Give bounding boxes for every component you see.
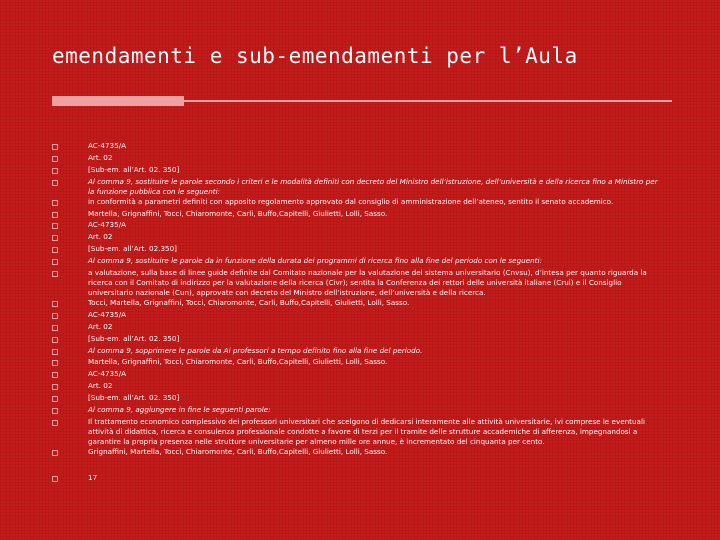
square-bullet-icon (52, 156, 58, 162)
list-item (52, 334, 664, 346)
square-bullet-icon (52, 408, 58, 414)
list-item-text: AC-4735/A (88, 309, 127, 319)
list-item (52, 209, 664, 221)
list-item-text: Al comma 9, sostituire le parole secondo i criteri e le modalità definiti con decreto del Ministro dell’istruzione, dell’università e della ricerca fino a Ministro per la funzione pubblica con le seguenti: (88, 176, 658, 196)
square-bullet-icon (52, 420, 58, 426)
list-item-text: Martella, Grignaffini, Tocci, Chiaromonte, Carli, Buffo,Capitelli, Giulietti, Lolli, Sasso. (88, 208, 388, 218)
square-bullet-icon (52, 168, 58, 174)
list-item (52, 322, 664, 334)
list-item (52, 165, 664, 177)
square-bullet-icon (52, 337, 58, 343)
list-item-text: Martella, Grignaffini, Tocci, Chiaromonte, Carli, Buffo,Capitelli, Giulietti, Lolli, Sasso. (88, 357, 388, 367)
list-item (52, 310, 664, 322)
square-bullet-icon (52, 372, 58, 378)
square-bullet-icon (52, 271, 58, 277)
square-bullet-icon (52, 476, 58, 482)
slide-title: emendamenti e sub-emendamenti per l’Aula (52, 44, 578, 68)
page-number: 17 (88, 472, 98, 482)
list-item-text: Al comma 9, sostituire le parole da in funzione della durata dei programmi di ricerca fino alla fine del periodo con le seguenti: (88, 256, 542, 266)
list-item (52, 405, 664, 417)
list-item (52, 220, 664, 232)
list-item-text: Art. 02 (88, 381, 113, 391)
square-bullet-icon (52, 212, 58, 218)
list-item-text: Il trattamento economico complessivo dei professori universitari che scelgono di dedicarsi interamente alle attività universitarie, ivi comprese le eventuali attività di didattica, ricerca e consulenza professionale condotte a favore di terzi per il tramite delle strutture accademiche di afferenza, impegnandosi a garantire la propria presenza nelle strutture universitarie per almeno mille ore annue, è incrementato del cinquanta per cento. (88, 416, 645, 446)
list-item-text: AC-4735/A (88, 220, 127, 230)
list-item-text: [Sub-em. all’Art. 02.350] (88, 244, 177, 254)
list-item (52, 357, 664, 369)
square-bullet-icon (52, 325, 58, 331)
square-bullet-icon (52, 349, 58, 355)
square-bullet-icon (52, 360, 58, 366)
square-bullet-icon (52, 235, 58, 241)
list-item (52, 346, 664, 358)
square-bullet-icon (52, 144, 58, 150)
list-item-text: in conformità a parametri definiti con apposito regolamento approvato dal consiglio di amministrazione dell’ateneo, sentito il senato accademico. (88, 196, 614, 206)
list-item-text: Tocci, Martella, Grignaffini, Tocci, Chiaromonte, Carli, Buffo,Capitelli, Giulietti, Lolli, Sasso. (88, 298, 410, 308)
list-item-text: Art. 02 (88, 321, 113, 331)
list-item-text: [Sub-em. all’Art. 02. 350] (88, 164, 180, 174)
list-item (52, 232, 664, 244)
square-bullet-icon (52, 396, 58, 402)
square-bullet-icon (52, 301, 58, 307)
list-item-text: Al comma 9, sopprimere le parole da Ai professori a tempo definito fino alla fine del periodo. (88, 345, 423, 355)
list-item-text: Art. 02 (88, 152, 113, 162)
square-bullet-icon (52, 223, 58, 229)
square-bullet-icon (52, 259, 58, 265)
underline-thin-segment (184, 100, 672, 102)
list-item (52, 153, 664, 165)
square-bullet-icon (52, 200, 58, 206)
list-item-text: Grignaffini, Martella, Tocci, Chiaromonte, Carli, Buffo,Capitelli, Giulietti, Lolli, Sasso. (88, 446, 388, 456)
list-item (52, 197, 664, 209)
list-item (52, 473, 664, 485)
square-bullet-icon (52, 180, 58, 186)
list-item (52, 447, 664, 459)
title-underline (52, 96, 672, 106)
list-item (52, 417, 664, 447)
square-bullet-icon (52, 384, 58, 390)
list-item-text: a valutazione, sulla base di linee guide definite dal Comitato nazionale per la valutazione del sistema universitario (Cnvsu), d’intesa per quanto riguarda la ricerca con il Comitato di indirizzo per la valutazione della ricerca (Civr); sentita la Conferenza dei rettori delle università italiane (Crui) e il Consiglio universitario nazionale (Cun), approvate con decreto del Ministro dell’istruzione, dell’università e della ricerca. (88, 268, 647, 298)
list-item (52, 381, 664, 393)
list-item-text: Al comma 9, aggiungere in fine le seguenti parole: (88, 405, 271, 415)
underline-thick-segment (52, 96, 184, 106)
list-item-text: [Sub-em. all’Art. 02. 350] (88, 393, 180, 403)
list-item (52, 141, 664, 153)
square-bullet-icon (52, 313, 58, 319)
list-item (52, 298, 664, 310)
list-item (52, 393, 664, 405)
bullet-list (52, 141, 664, 485)
square-bullet-icon (52, 247, 58, 253)
square-bullet-icon (52, 450, 58, 456)
list-item-text: [Sub-em. all’Art. 02. 350] (88, 333, 180, 343)
list-item (52, 268, 664, 298)
list-item (52, 244, 664, 256)
list-item-text: Art. 02 (88, 232, 113, 242)
list-item (52, 177, 664, 197)
list-item (52, 369, 664, 381)
list-item-text: AC-4735/A (88, 141, 127, 150)
list-item (52, 256, 664, 268)
list-item-text: AC-4735/A (88, 369, 127, 379)
